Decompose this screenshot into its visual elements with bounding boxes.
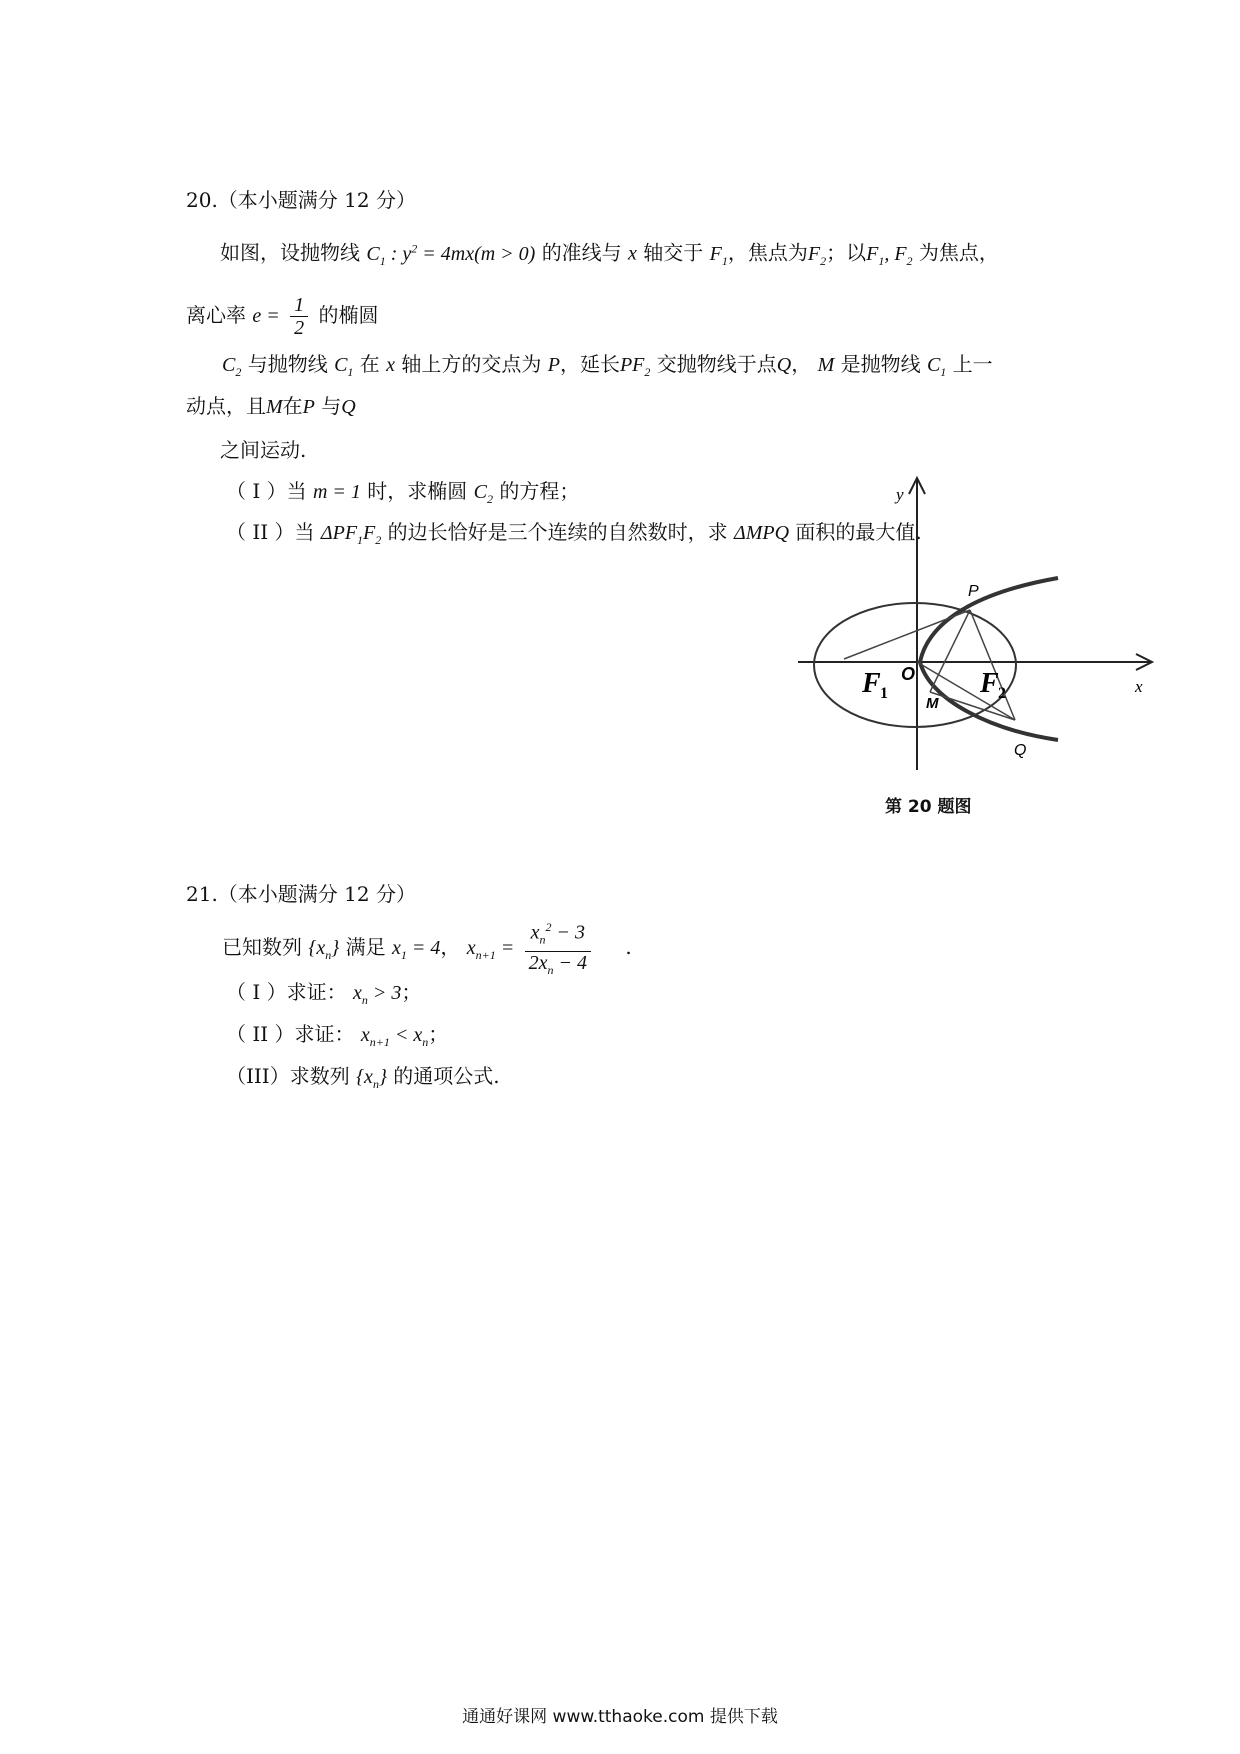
label-y: y xyxy=(896,485,904,504)
q21-part2: （ II ）求证： $x_{n+1} < x_n$； xyxy=(226,1022,449,1049)
figure-caption: 第 20 题图 xyxy=(885,797,972,817)
q21-line1: 已知数列 $\{x_n\}$ 满足 $x_1 = 4$， $x_{n+1}$ = $\frac{x_n^2 - 3}{2x_n - 4}$ . xyxy=(222,916,632,983)
q20-header: 20.（本小题满分 12 分） xyxy=(186,188,416,212)
label-q: Q xyxy=(1014,742,1027,759)
eccentricity-fraction: $\frac{1}{2}$ xyxy=(290,294,308,339)
label-m: M xyxy=(926,695,939,712)
q20-part1: （ I ）当 m = 1 时，求椭圆 $C_2$ 的方程； xyxy=(226,479,580,506)
label-f1-sub: 1 xyxy=(880,685,888,702)
q20-line4: 动点，且M在P 与Q xyxy=(186,394,356,418)
q21-part1: （ I ）求证： $x_n > 3$； xyxy=(226,980,422,1007)
q21-header: 21.（本小题满分 12 分） xyxy=(186,882,416,906)
segment-pm xyxy=(930,610,970,692)
q21-part3: （III）求数列 $\{x_n\}$ 的通项公式. xyxy=(226,1064,500,1091)
recurrence-fraction: $\frac{x_n^2 - 3}{2x_n - 4}$ xyxy=(525,916,591,981)
segment-pq xyxy=(970,610,1015,720)
label-p: P xyxy=(968,583,979,600)
segment-pf1 xyxy=(844,610,970,659)
q20-line5: 之间运动. xyxy=(220,438,307,462)
page-footer: 通通好课网 www.tthaoke.com 提供下载 xyxy=(462,1707,778,1727)
q20-part2: （ II ）当 $\Delta PF_1F_2$ 的边长恰好是三个连续的自然数时，求 ΔMPQ 面积的最大值. xyxy=(226,520,922,547)
q20-line3: $C_2$ 与抛物线 $C_1$ 在 x 轴上方的交点为 P，延长$PF_2$ 交抛物线于点Q， M 是抛物线 $C_1$ 上一 xyxy=(222,352,993,379)
q20-figure xyxy=(790,470,1160,770)
q20-line2: 离心率 e = $\frac{1}{2}$ 的椭圆 xyxy=(186,294,379,339)
label-x: x xyxy=(1135,677,1143,696)
label-f1: F xyxy=(862,668,881,699)
label-f2: F xyxy=(980,668,999,699)
label-o: O xyxy=(901,664,916,684)
label-f2-sub: 2 xyxy=(998,685,1006,702)
parabola-c1 xyxy=(920,578,1058,740)
q20-line1: 如图，设抛物线 $C_1$ : $y^2 = 4mx(m > 0)$ 的准线与 x 轴交于 $F_1$，焦点为$F_2$；以$F_1$, $F_2$ 为焦点， xyxy=(220,240,999,268)
parabola-equation: $C_1$ : $y^2 = 4mx(m > 0)$ xyxy=(366,241,536,268)
